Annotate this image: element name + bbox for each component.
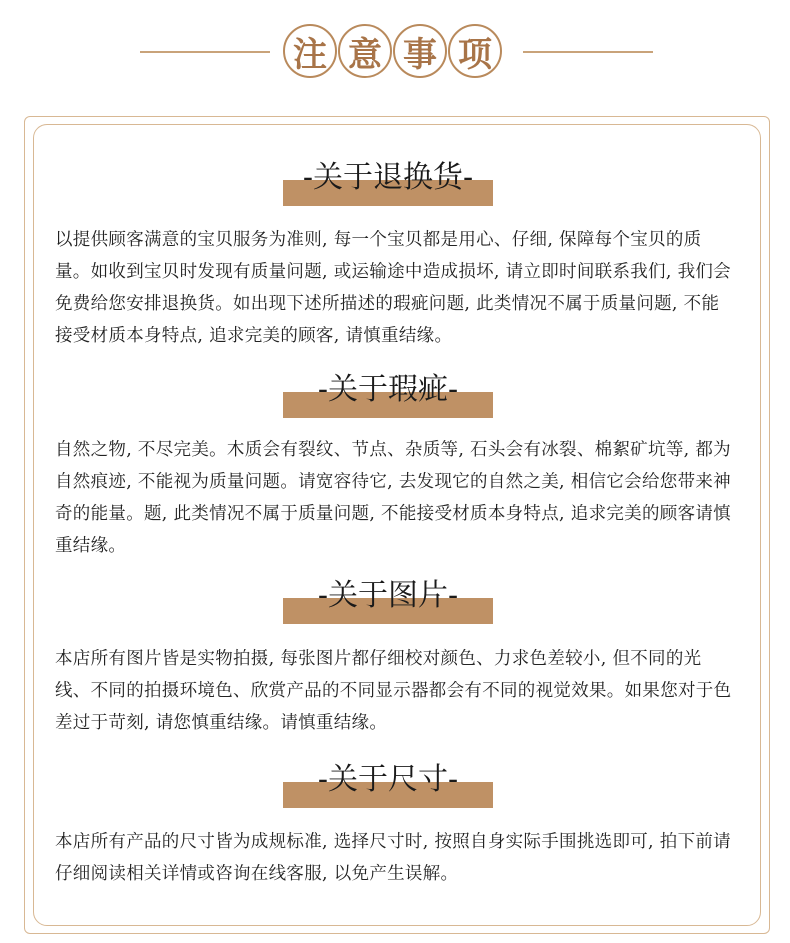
header-char-circle: 意 [338, 24, 392, 78]
section-body-sizes: 本店所有产品的尺寸皆为成规标准, 选择尺寸时, 按照自身实际手围挑选即可, 拍下前请仔细阅读相关详情或咨询在线客服, 以免产生误解。 [55, 832, 731, 884]
section-body-flaws: 自然之物, 不尽完美。木质会有裂纹、节点、杂质等, 石头会有冰裂、棉絮矿坑等, 都为自然痕迹, 不能视为质量问题。请宽容待它, 去发现它的自然之美, 相信它会给您带来神奇的能量。题, 此类情况不属于质量问题, 不能接受材质本身特点, 追求完美的顾客请慎重结缘。 [55, 440, 731, 556]
section-body-returns: 以提供顾客满意的宝贝服务为准则, 每一个宝贝都是用心、仔细, 保障每个宝贝的质量。如收到宝贝时发现有质量问题, 或运输途中造成损坏, 请立即时间联系我们, 我们会免费给您安排退换货。如出现下述所描述的瑕疵问题, 此类情况不属于质量问题, 不能接受材质本身特点, 追求完美的顾客, 请慎重结缘。 [55, 230, 731, 346]
section-heading: -关于退换货- [302, 160, 474, 195]
section-body-images: 本店所有图片皆是实物拍摄, 每张图片都仔细校对颜色、力求色差较小, 但不同的光线、不同的拍摄环境色、欣赏产品的不同显示器都会有不同的视觉效果。如果您对于色差过于苛刻, 请您慎重结缘。请慎重结缘。 [55, 649, 732, 733]
header-divider-left [140, 51, 270, 53]
section-title-returns [283, 160, 493, 204]
section-title-images [283, 578, 493, 622]
section-title-sizes [283, 762, 493, 806]
section-heading: -关于尺寸- [317, 762, 459, 797]
header-char-circle: 事 [393, 24, 447, 78]
header-divider-right [523, 51, 653, 53]
header-char-circle: 注 [283, 24, 337, 78]
section-heading: -关于图片- [317, 578, 459, 613]
section-title-flaws [283, 372, 493, 416]
page-header [0, 18, 790, 88]
section-heading: -关于瑕疵- [317, 372, 459, 407]
header-char-circle: 项 [448, 24, 502, 78]
header-title [283, 24, 513, 82]
